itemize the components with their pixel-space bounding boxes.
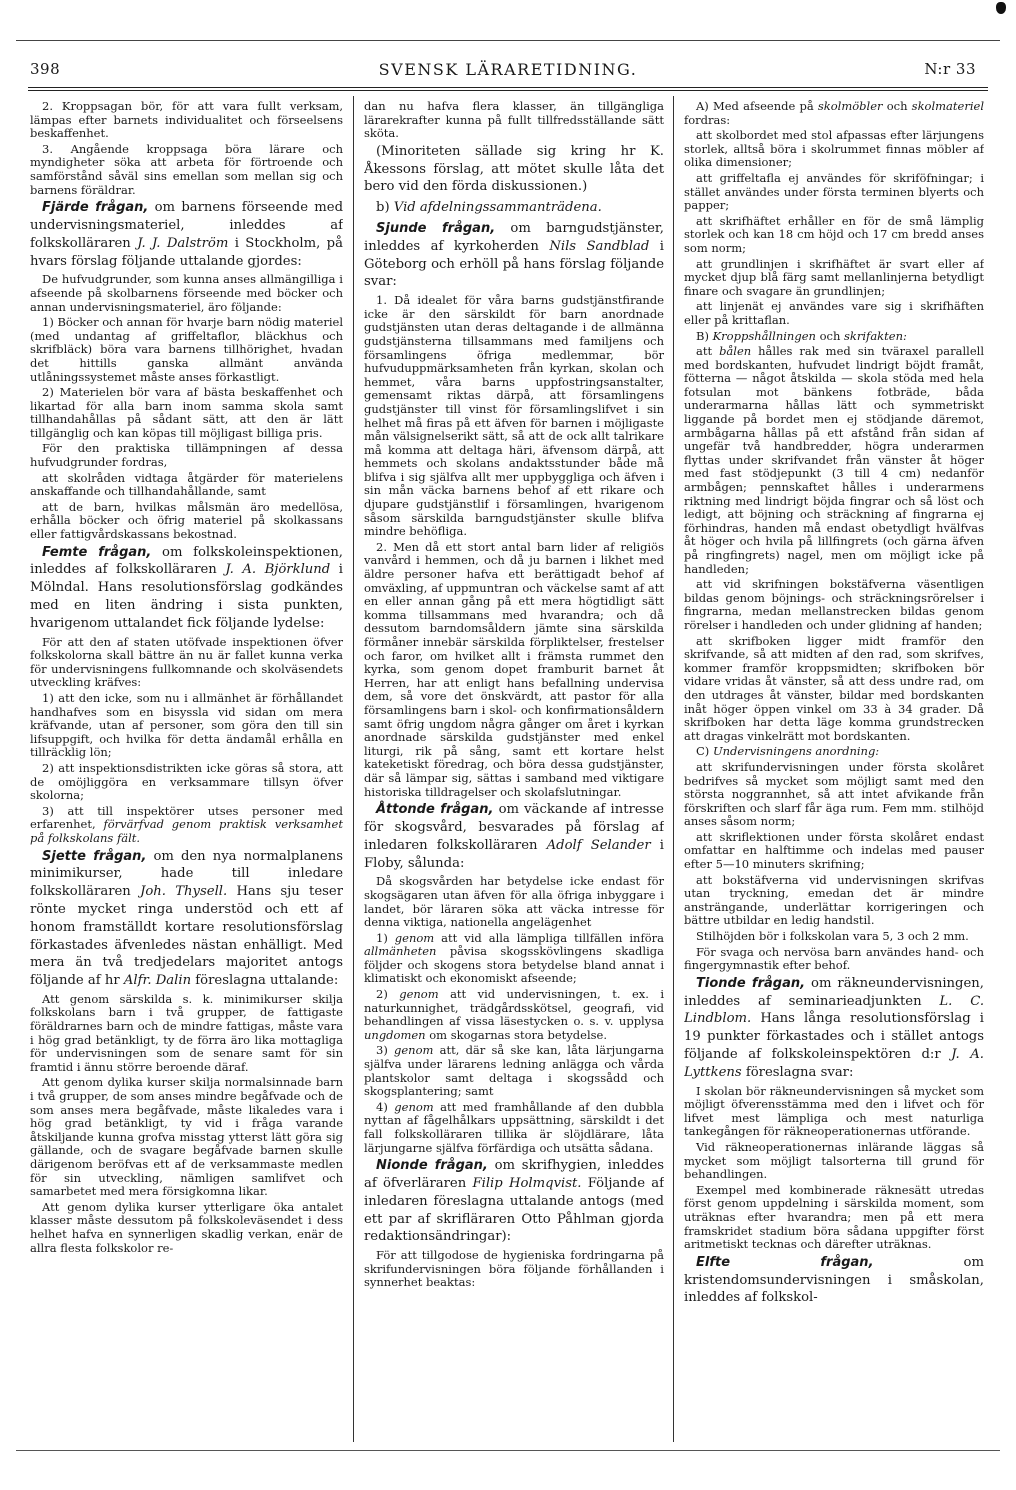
- question-heading: Femte frågan,: [42, 544, 152, 560]
- ink-spot: [996, 2, 1006, 14]
- person-name: J. A. Björklund: [225, 562, 331, 578]
- question-paragraph: Nionde frågan, om skrifhygien, inleddes af öfverläraren Filip Holmqvist. Följande af inledaren föreslagna uttalande antogs (med ett par af skrifläraren Otto Påhlman gjorda redaktionsändringar):: [364, 1158, 664, 1245]
- paragraph: att griffeltafla ej användes för skriföfningar; i stället användes under första terminen blyerts och papper;: [684, 170, 984, 213]
- paragraph: att linjenät ej användes vare sig i skrifhäften eller på krittaflan.: [684, 299, 984, 327]
- paragraph: 2) att inspektionsdistrikten icke göras så stora, att de omöjliggöra en verksammare tillsyn öfver skolorna;: [30, 760, 343, 803]
- section-heading: C) Undervisningens anordning:: [696, 744, 880, 759]
- top-edge-line: [16, 40, 1000, 41]
- question-paragraph: Elfte frågan, om kristendomsundervisningen i småskolan, inleddes af folkskol-: [684, 1254, 984, 1306]
- paragraph: Stilhöjden bör i folkskolan vara 5, 3 och 2 mm.: [696, 929, 969, 944]
- person-name: Joh. Thysell.: [140, 884, 228, 900]
- paragraph: 1) att den icke, som nu i allmänhet är förhållandet handhafves som en bisyssla vid sidan om mera kräfvande, utan af personer, som göra den till sin lifsuppgift, och hvilka för detta ändamål erhålla en tillräcklig lön;: [30, 690, 343, 760]
- paragraph: Att genom särskilda s. k. minimikurser skilja folkskolans barn i två grupper, de fattigaste föräldrarnes barn och de mindre fattigas, måste vara i hög grad betänkligt, ty de förra äro lika mottagliga för undervisningen som de senare samt för sin framtid i ännu större beroende däraf.: [30, 991, 343, 1074]
- question-heading: Fjärde frågan,: [42, 200, 149, 216]
- paragraph: 2) Materielen bör vara af bästa beskaffenhet och likartad för alla barn inom samma skola samt tillhandahållas på sådant sätt, att den är lätt tillgänglig och kan köpas till möjligast billiga pris.: [30, 385, 343, 440]
- paragraph: att de barn, hvilkas målsmän äro medellösa, erhålla böcker och öfrig materiel på skolkassans eller fattigvårdskassans bekostnad.: [30, 499, 343, 542]
- section-heading: b) Vid afdelningssammanträdena.: [376, 200, 602, 216]
- paragraph: att vid skrifningen bokstäfverna väsentligen bildas genom böjnings- och sträckningsrörelser i fingrarna, medan mellanstrecken bildas genom rörelser i handleden och under glidning af handen;: [684, 577, 984, 632]
- question-paragraph: Sjunde frågan, om barngudstjänster, inleddes af kyrkoherden Nils Sandblad i Göteborg och erhöll på hans förslag följande svar:: [364, 220, 664, 290]
- header-rule-second: [28, 90, 988, 91]
- column-3: [684, 100, 984, 1445]
- paragraph: Att genom dylika kurser ytterligare öka antalet klasser måste dessutom på folkskoleväsendet i dess helhet hafva en synnerligen skadlig verkan, enär de allra flesta folkskolor re-: [30, 1199, 343, 1255]
- person-name: L. C. Lindblom.: [684, 993, 984, 1027]
- header-rule: [28, 87, 988, 88]
- paragraph: (Minoriteten sällade sig kring hr K. Åkessons förslag, att mötet skulle låta det bero vid den förda diskussionen.): [364, 143, 664, 195]
- paragraph: 3) att till inspektörer utses personer med erfarenhet, förvärfvad genom praktisk verksamhet på folkskolans fält.: [30, 803, 343, 845]
- question-paragraph: Femte frågan, om folkskoleinspektionen, inleddes af folkskolläraren J. A. Björklund i Mölndal. Hans resolutionsförslag godkändes med en liten ändring i sista punkten, hvarigenom uttalandet fick följande lydelse:: [30, 544, 343, 631]
- paragraph: 3) genom att, där så ske kan, låta lärjungarna själfva under lärarens ledning anlägga och vårda plantskolor samt deltaga i skogssådd och skogsplantering; samt: [364, 1043, 664, 1099]
- question-paragraph: Åttonde frågan, om väckande af intresse för skogsvård, besvarades på förslag af inledaren folkskolläraren Adolf Selander i Floby, sålunda:: [364, 802, 664, 871]
- person-name: Nils Sandblad: [549, 238, 650, 254]
- section-heading: A) Med afseende på skolmöbler och skolmateriel fordras:: [684, 100, 984, 127]
- question-heading: Sjette frågan,: [42, 848, 147, 864]
- paragraph: 1) genom att vid alla lämpliga tillfällen införa allmänheten påvisa skogsskövlingens skadliga följder och skogens stora betydelse bland annat i klimatiskt och ekonomiskt afseende;: [364, 930, 664, 986]
- paragraph: 2. Men då ett stort antal barn lider af religiös vanvård i hemmen, och då ju barnen i likhet med äldre personer hafva ett berättigadt behof af omväxling, af uppmuntran och väckelse samt af att en eller annan gång på ett mera högtidligt sätt komma tillsammans med hvarandra; och då dessutom barndomsåldern jämte sina särskilda förmåner innebär särskilda förpliktelser, frestelser och faror, om hvilket allt i främsta rummet den kyrka, som genom dopet framburit barnet åt Herren, har att enligt hans befallning undervisa dem, så vore det önskvärdt, att pastor för alla församlingens barn i skol- och konfirmationsåldern samt öfrig ungdom några gånger om året i kyrkan anordnade särskilda gudstjänster med enkel liturgi, rik på sång, samt ett kortare helst kateketiskt föredrag, och böra dessa gudstjänster, där så lämpar sig, sättas i samband med viktigare historiska tilldragelser och skolafslutningar.: [364, 539, 664, 799]
- paragraph: 1. Då idealet för våra barns gudstjänstfirande icke är den särskildt för barn anordnade gudstjänsten utan deras deltagande i de allmänna gudstjänsterna tillsammans med familjens och församlingens öfriga medlemmar, bör hufvuduppmärksamheten från kyrkan, skolan och hemmet, våra barns uppfostringsanstalter, gemensamt riktas därpå, att församlingens gudstjänster till vinst för församlingslifvet i sin helhet må firas på ett äfven för barnen i möjligaste mån välsignelserikt sätt, så att de ock allt talrikare må komma att deltaga häri, äfvensom därpå, att hemmets och skolans andaktsstunder både må blifva i sig själfva allt mer uppbyggliga och äfven i sin mån väcka barnens behof af ett rikare och djupare gudstjänstlif i församlingen, hvarigenom såsom särskilda barngudstjänster skulle blifva mindre behöfliga.: [364, 293, 664, 539]
- paragraph: att skolbordet med stol afpassas efter lärjungens storlek, alltså böra i skolrummet finnas möbler af olika dimensioner;: [684, 128, 984, 170]
- column-divider-left: [353, 96, 354, 1442]
- paragraph: Vid räkneoperationernas inlärande läggas så mycket som möjligt talsorterna till grund för behandlingen.: [684, 1139, 984, 1182]
- paragraph: att grundlinjen i skrifhäftet är svart eller af mycket djup blå färg samt mellanlinjerna betydligt finare och svagare än grundlinjen;: [684, 256, 984, 298]
- question-paragraph: Tionde frågan, om räkneundervisningen, inleddes af seminarieadjunkten L. C. Lindblom. Hans långa resolutionsförslag i 19 punkter förkastades och i stället antogs följande af folkskoleinspektören d:r J. A. Lyttkens föreslagna svar:: [684, 975, 984, 1080]
- question-heading: Nionde frågan,: [376, 1158, 488, 1174]
- question-heading: Åttonde frågan,: [376, 802, 494, 818]
- column-2: [364, 100, 664, 1445]
- person-name: Adolf Selander: [546, 837, 651, 853]
- page-number: 398: [30, 60, 61, 78]
- paragraph: Att genom dylika kurser skilja normalsinnade barn i två grupper, de som anses mindre begåfvade och de som anses mera begåfvade, måste likaledes vara i hög grad betänkligt, ty vid i fråga varande åtskiljande kunna grofva misstag ytterst lätt göra sig gällande, och de svagare begåfvade barnen skulle därigenom beröfvas ett af de verksammaste medlen för sin utveckling, nämligen samlifvet och samarbetet med mera försigkomna likar.: [30, 1075, 343, 1199]
- paragraph: För att tillgodose de hygieniska fordringarna på skrifundervisningen böra följande förhållanden i synnerhet beaktas:: [364, 1248, 664, 1290]
- question-paragraph: Sjette frågan, om den nya normalplanens minimikurser, hade till inledare folkskolläraren Joh. Thysell. Hans sju teser rönte mycket ringa understöd och ett af honom framställdt kortare resolutionsförslag förkastades äfvenledes nästan enhälligt. Med mera än två tredjedelars majoritet antogs följande af hr Alfr. Dalin föreslagna uttalande:: [30, 848, 343, 989]
- paragraph: 2. Kroppsagan bör, för att vara fullt verksam, lämpas efter barnets individualitet och förseelsens beskaffenhet.: [30, 100, 343, 141]
- paragraph: att skrifboken ligger midt framför den skrifvande, så att midten af den rad, som skrifves, kommer framför kroppsmidten; skrifboken bör vidare vridas åt vänster, så att dess undre rad, om den utdrages åt vänster, bildar med bordskanten inåt höger öppen vinkel om 33 à 34 grader. Då skrifboken har detta läge komma grundstrecken att dragas vinkelrätt mot bordskanten.: [684, 633, 984, 743]
- person-name: J. A. Lyttkens: [684, 1047, 984, 1080]
- person-name: Filip Holmqvist.: [472, 1175, 582, 1191]
- bottom-edge-line: [16, 1450, 1000, 1451]
- paragraph: Exempel med kombinerade räknesätt utredas först genom uppdelning i särskilda moment, som uträknas efter hvarandra; men på ett mera framskridet stadium böra sådana uppgifter först aritmetiskt tecknas och därefter uträknas.: [684, 1182, 984, 1252]
- question-heading: Tionde frågan,: [696, 975, 806, 991]
- paragraph: att bokstäfverna vid undervisningen skrifvas utan tryckning, emedan det är mindre ansträngande, underlättar korrigeringen och bättre utbildar en ledig handstil.: [684, 872, 984, 928]
- paragraph: 1) Böcker och annan för hvarje barn nödig materiel (med undantag af griffeltaflor, bläckhus och skrifbläck) böra vara barnens tillhörighet, hvadan det hittills ganska allmänt använda utlåningssystemet måste anses förkastligt.: [30, 315, 343, 384]
- paragraph: För svaga och nervösa barn användes hand- och fingergymnastik efter behof.: [684, 944, 984, 973]
- paragraph: dan nu hafva flera klasser, än tillgängliga lärarekrafter kunna på fullt tillfredsställande sätt sköta.: [364, 100, 664, 141]
- paragraph: 4) genom att med framhållande af den dubbla nyttan af fågelhålkars uppsättning, särskildt i det fall folkskolläraren tillika är slöjdlärare, låta lärjungarne själfva förfärdiga och utsätta sådana.: [364, 1099, 664, 1155]
- person-name: Alfr. Dalin: [123, 973, 192, 989]
- paragraph: För den praktiska tillämpningen af dessa hufvudgrunder fordras,: [30, 441, 343, 470]
- paragraph: att skrifhäftet erhåller en för de små lämplig storlek och kan 18 cm höjd och 17 cm bredd anses som norm;: [684, 213, 984, 255]
- column-divider-right: [673, 96, 674, 1442]
- issue-number: N:r 33: [924, 60, 976, 78]
- paragraph: att skrifundervisningen under första skolåret bedrifves så mycket som möjligt samt med den största noggrannhet, så att intet afvikande från förskriften och slarf får äga rum. Fem mm. stilhöjd anses såsom norm;: [684, 759, 984, 829]
- paragraph: 2) genom att vid undervisningen, t. ex. i naturkunnighet, trädgårdsskötsel, geografi, vid behandlingen af vissa läsestycken o. s. v. upplysa ungdomen om skogarnas stora betydelse.: [364, 987, 664, 1042]
- question-heading: Sjunde frågan,: [376, 220, 496, 236]
- section-heading: B) Kroppshållningen och skrifakten:: [696, 328, 907, 343]
- paragraph: att bålen hålles rak med sin tväraxel parallell med bordskanten, hufvudet lindrigt böjdt framåt, fötterna — något åtskilda — skola stöda med hela fotsulan mot bänkens fotbräde, båda underarmarna hållas lätt och symmetriskt liggande på bordet men ej stödjande däremot, armbågarna hållas på ett afstånd från sidan af ungefär två handbredder, högra underarmen flyttas under skrifvandet från vänster åt höger med fast stödjepunkt (3 till 4 cm) nedanför armbågen; pennskaftet hålles i underarmens riktning med lindrigt böjda fingrar och så löst och ledigt, att böjning och sträckning af fingrarna ej förhindras, handen må endast obetydligt hvälfvas åt höger och hvila på lillfingrets (och gärna äfven på ringfingrets) nagel, men om möjligt icke på handleden;: [684, 344, 984, 576]
- paragraph: I skolan bör räkneundervisningen så mycket som möjligt öfverensstämma med den i lifvet och för lifvet mest lämpliga och mest naturliga tankegången för räkneoperationernas utförande.: [684, 1083, 984, 1139]
- paragraph: De hufvudgrunder, som kunna anses allmängilliga i afseende på skolbarnens förseende med böcker och annan undervisningsmateriel, äro följande:: [30, 272, 343, 314]
- column-1: [30, 100, 343, 1445]
- question-paragraph: Fjärde frågan, om barnens förseende med undervisningsmateriel, inleddes af folkskolläraren J. J. Dalström i Stockholm, på hvars förslag följande uttalande gjordes:: [30, 200, 343, 269]
- paragraph: 3. Angående kroppsaga böra lärare och myndigheter söka att arbeta för förtroende och samförstånd såväl sins emellan som mellan sig och barnens föräldrar.: [30, 141, 343, 197]
- question-heading: Elfte frågan,: [696, 1254, 874, 1270]
- paragraph: att skriflektionen under första skolåret endast omfattar en halftimme och indelas med pauser efter 5—10 minuters skrifning;: [684, 829, 984, 872]
- paragraph: att skolråden vidtaga åtgärder för materielens anskaffande och tillhandahållande, samt: [30, 470, 343, 499]
- paragraph: För att den af staten utöfvade inspektionen öfver folkskolorna skall bättre än nu är fallet kunna verka för undervisningens fullkomnande och skolväsendets utveckling kräfves:: [30, 634, 343, 690]
- person-name: J. J. Dalström: [137, 235, 229, 251]
- paragraph: Då skogsvården har betydelse icke endast för skogsägaren utan äfven för alla öfriga inbyggare i landet, bör läraren söka att väcka intresse för denna viktiga, nationella angelägenhet: [364, 874, 664, 930]
- journal-title: SVENSK LÄRARETIDNING.: [378, 60, 638, 79]
